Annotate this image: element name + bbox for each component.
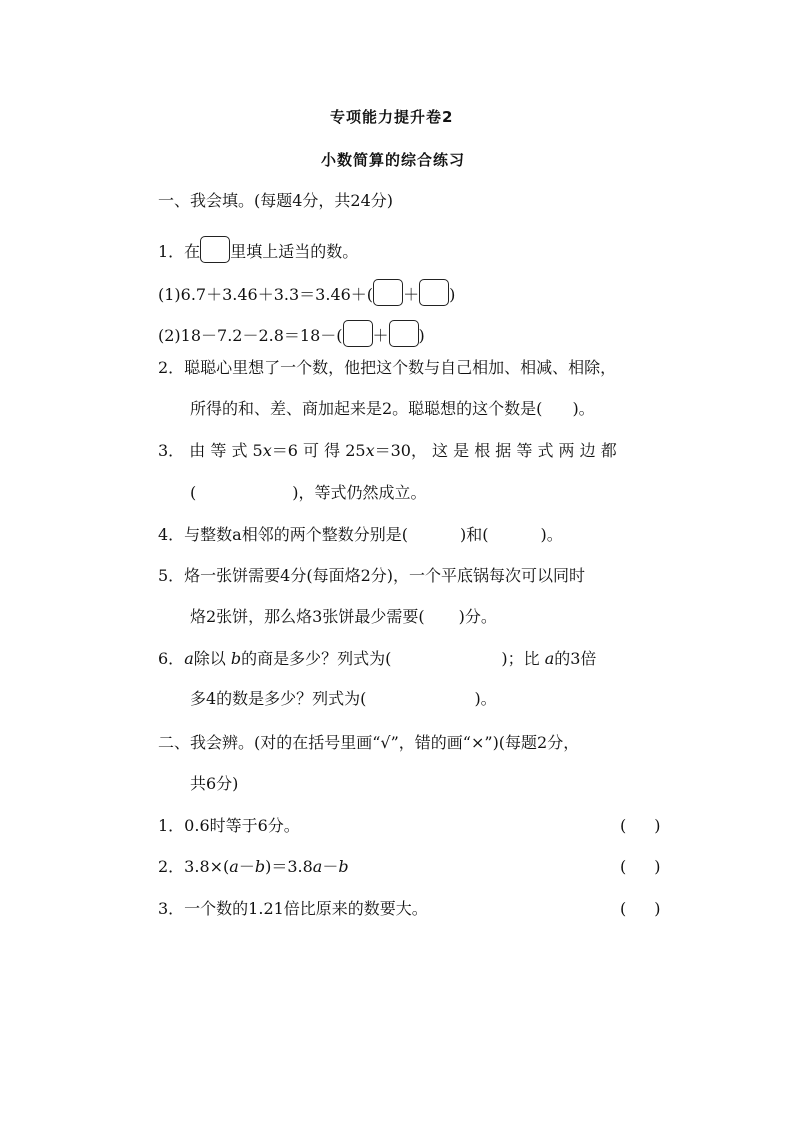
section1-heading: 一、我会填。(每题4分，共24分) xyxy=(158,191,394,210)
q3-text-c: ＝30， 这 是 根 据 等 式 两 边 都 xyxy=(374,441,617,460)
q3-line2 xyxy=(190,482,427,504)
judge-answer-1[interactable] xyxy=(620,815,661,837)
q5-line2 xyxy=(190,606,497,628)
variable-b: b xyxy=(254,857,266,876)
judge-2-text-a: 2．3.8×( xyxy=(158,857,230,876)
q1-pre: 1．在 xyxy=(158,242,201,261)
q2-text: 所得的和、差、商加起来是2。聪聪想的这个数是( xyxy=(190,399,543,418)
variable-a: a xyxy=(312,857,323,876)
q6-text-c: 的商是多少？列式为( xyxy=(241,649,392,668)
variable-b: b xyxy=(230,649,242,668)
q5-line1: 5．烙一张饼需要4分(每面烙2分)，一个平底锅每次可以同时 xyxy=(158,566,586,585)
close-paren: ) xyxy=(449,285,456,304)
open-paren: ( xyxy=(190,483,197,502)
answer-box[interactable] xyxy=(389,320,419,347)
q6-end: )。 xyxy=(474,689,497,708)
minus-sign: － xyxy=(322,857,339,876)
answer-box[interactable] xyxy=(419,279,449,306)
open-paren: ( xyxy=(620,857,627,876)
variable-a: a xyxy=(229,857,239,876)
q6-number: 6． xyxy=(158,649,185,668)
minus-sign: － xyxy=(238,857,255,876)
q1-line xyxy=(158,236,358,263)
variable-a: a xyxy=(544,649,555,668)
q4-line xyxy=(158,524,563,546)
variable-x: x xyxy=(365,441,375,460)
q4-text: 4．与整数a相邻的两个整数分别是( xyxy=(158,525,408,544)
plus-sign: ＋ xyxy=(372,326,389,345)
variable-b: b xyxy=(338,857,349,876)
q4-end: )。 xyxy=(540,525,563,544)
q6-text-f: 多4的数是多少？列式为( xyxy=(190,689,367,708)
page-title: 专项能力提升卷2 xyxy=(330,108,454,126)
q2-line1: 2．聪聪心里想了一个数，他把这个数与自己相加、相减、相除， xyxy=(158,358,617,377)
q1-part1 xyxy=(158,279,455,306)
section2-heading-line2: 共6分) xyxy=(190,774,239,793)
q1-part1-expression: (1)6.7＋3.46＋3.3＝3.46＋( xyxy=(158,285,374,304)
answer-box[interactable] xyxy=(200,236,230,263)
q6-line1 xyxy=(158,648,596,670)
variable-x: x xyxy=(262,441,272,460)
close-paren: ) xyxy=(654,816,661,835)
judge-2-text-b: )＝3.8 xyxy=(265,857,313,876)
close-paren: ) xyxy=(418,326,425,345)
judge-item-1: 1．0.6时等于6分。 xyxy=(158,816,300,835)
plus-sign: ＋ xyxy=(403,285,420,304)
judge-item-3: 3．一个数的1.21倍比原来的数要大。 xyxy=(158,899,428,918)
q1-post: 里填上适当的数。 xyxy=(230,242,359,261)
q3-end: )，等式仍然成立。 xyxy=(292,483,427,502)
page-subtitle: 小数简算的综合练习 xyxy=(321,151,466,169)
q3-text-b: ＝6 可 得 25 xyxy=(271,441,366,460)
close-paren: ) xyxy=(654,899,661,918)
q3-text-a: 3． 由 等 式 5 xyxy=(158,441,263,460)
answer-box[interactable] xyxy=(373,279,403,306)
judge-answer-3[interactable] xyxy=(620,898,661,920)
open-paren: ( xyxy=(620,816,627,835)
q6-text-b: 除以 xyxy=(193,649,226,668)
q6-text-e: 的3倍 xyxy=(554,649,597,668)
q6-text-d: )；比 xyxy=(501,649,540,668)
q1-part2 xyxy=(158,320,425,347)
q1-part2-expression: (2)18－7.2－2.8＝18－( xyxy=(158,326,343,345)
open-paren: ( xyxy=(620,899,627,918)
q5-text: 烙2张饼，那么烙3张饼最少需要( xyxy=(190,607,425,626)
q4-mid: )和( xyxy=(459,525,489,544)
judge-item-2 xyxy=(158,856,349,878)
q3-line1 xyxy=(158,440,617,462)
q6-line2 xyxy=(190,688,497,710)
answer-box[interactable] xyxy=(343,320,373,347)
q5-end: )分。 xyxy=(458,607,497,626)
judge-answer-2[interactable] xyxy=(620,856,661,878)
q2-end: )。 xyxy=(572,399,595,418)
variable-a: a xyxy=(184,649,194,668)
section2-heading-line1: 二、我会辨。(对的在括号里画“√”，错的画“×”)(每题2分， xyxy=(158,733,580,752)
q2-line2 xyxy=(190,398,595,420)
close-paren: ) xyxy=(654,857,661,876)
